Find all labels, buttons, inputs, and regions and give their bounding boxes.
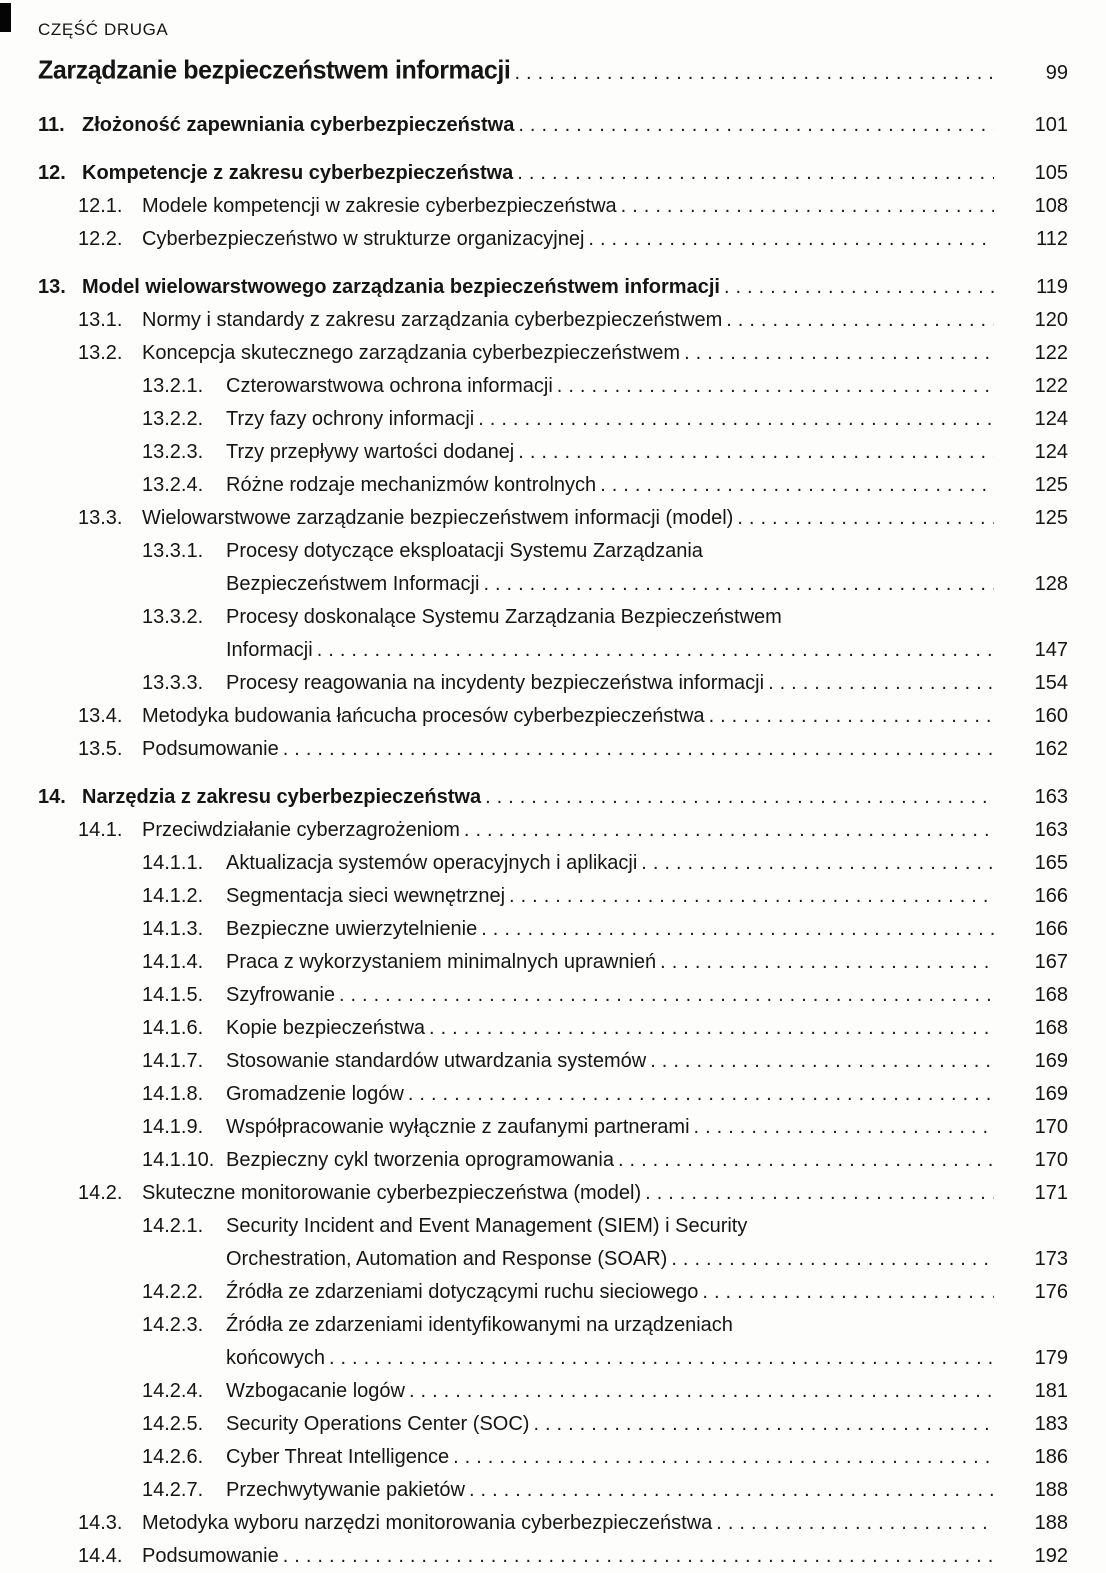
entry-page-number: 170 [1034, 1116, 1068, 1138]
entry-title: Cyber Threat Intelligence [226, 1446, 450, 1468]
toc-entry-line [142, 1309, 1068, 1342]
entry-page-number: 124 [1034, 408, 1068, 430]
toc-entry [38, 1078, 1068, 1111]
toc-entry-line [78, 733, 1068, 766]
entry-page-number: 154 [1034, 672, 1068, 694]
toc-entry-line [142, 1012, 1068, 1045]
dot-leader [317, 634, 994, 667]
dot-leader [724, 271, 994, 304]
entry-number: 12.1. [78, 195, 123, 217]
entry-title: Przeciwdziałanie cyberzagrożeniom [142, 819, 460, 841]
toc-entry [38, 469, 1068, 502]
entry-page-number: 105 [1034, 162, 1068, 184]
toc-entry-line [78, 1177, 1068, 1210]
toc-entry [38, 1144, 1068, 1177]
dot-leader [429, 1012, 994, 1045]
part-page-number: 99 [1045, 62, 1068, 84]
entry-page-number: 188 [1034, 1479, 1068, 1501]
entry-page-number: 125 [1034, 507, 1068, 529]
dot-leader [684, 337, 994, 370]
toc-entry [38, 1507, 1068, 1540]
toc-entry-line [78, 1507, 1068, 1540]
entry-number: 14.2.6. [142, 1446, 204, 1468]
part-title-row [38, 50, 1068, 94]
entry-page-number: 170 [1034, 1149, 1068, 1171]
entry-title: Procesy doskonalące Systemu Zarządzania Bezpieczeństwem [226, 606, 782, 628]
entry-title: Security Incident and Event Management (SIEM) i Security [226, 1215, 748, 1237]
entry-title: Trzy fazy ochrony informacji [226, 408, 475, 430]
entry-number: 13.1. [78, 309, 123, 331]
toc-entry-line [142, 1375, 1068, 1408]
entry-title: Modele kompetencji w zakresie cyberbezpieczeństwa [142, 195, 617, 217]
entry-number: 14.1.1. [142, 852, 204, 874]
entry-page-number: 188 [1034, 1512, 1068, 1534]
entry-title: Kompetencje z zakresu cyberbezpieczeństwa [82, 162, 514, 184]
toc-entry [38, 913, 1068, 946]
entry-page-number: 166 [1034, 918, 1068, 940]
entry-number: 14.1.6. [142, 1017, 204, 1039]
toc-entry [38, 1210, 1068, 1276]
entry-number: 13.2.3. [142, 441, 204, 463]
entry-page-number: 162 [1034, 738, 1068, 760]
entry-title: Metodyka wyboru narzędzi monitorowania cyberbezpieczeństwa [142, 1512, 713, 1534]
entry-title: Procesy dotyczące eksploatacji Systemu Zarządzania [226, 540, 703, 562]
entry-number: 14.1.8. [142, 1083, 204, 1105]
dot-leader [671, 1243, 994, 1276]
toc-entry-line [142, 667, 1068, 700]
entry-number: 14.4. [78, 1545, 123, 1567]
entry-number: 14. [38, 786, 66, 808]
dot-leader [518, 436, 994, 469]
dot-leader [339, 979, 994, 1012]
entry-number: 13.3. [78, 507, 123, 529]
entry-page-number: 176 [1034, 1281, 1068, 1303]
entry-title: Wzbogacanie logów [226, 1380, 405, 1402]
entry-title: Cyberbezpieczeństwo w strukturze organizacyjnej [142, 228, 585, 250]
entry-number: 14.1.5. [142, 984, 204, 1006]
entry-page-number: 122 [1034, 342, 1068, 364]
dot-leader [694, 1111, 994, 1144]
dot-leader [329, 1342, 994, 1375]
toc-entry [38, 190, 1068, 223]
dot-leader [702, 1276, 994, 1309]
entry-page-number: 181 [1034, 1380, 1068, 1402]
toc-entry-line [38, 271, 1068, 304]
entry-number: 14.2.7. [142, 1479, 204, 1501]
entry-title: Źródła ze zdarzeniami dotyczącymi ruchu sieciowego [226, 1281, 699, 1303]
entry-number: 12. [38, 162, 66, 184]
entry-page-number: 119 [1036, 276, 1068, 298]
entry-number: 13.2.1. [142, 375, 204, 397]
toc-entry-line [142, 1111, 1068, 1144]
dot-leader [650, 1045, 994, 1078]
dot-leader [737, 502, 994, 535]
toc-entry [38, 601, 1068, 667]
dot-leader [283, 733, 994, 766]
entry-title: Segmentacja sieci wewnętrznej [226, 885, 506, 907]
entry-number: 14.2. [78, 1182, 123, 1204]
toc-entry-line [142, 1210, 1068, 1243]
entry-number: 14.1.9. [142, 1116, 204, 1138]
entry-page-number: 173 [1034, 1248, 1068, 1270]
entry-number: 13.4. [78, 705, 123, 727]
entry-title: Wielowarstwowe zarządzanie bezpieczeństwem informacji (model) [142, 507, 734, 529]
dot-leader [618, 1144, 994, 1177]
dot-leader [641, 847, 994, 880]
dot-leader [478, 403, 994, 436]
entry-number: 13. [38, 276, 66, 298]
toc-entry [38, 109, 1068, 142]
entry-title: Złożoność zapewniania cyberbezpieczeństwa [82, 114, 515, 136]
dot-leader [485, 781, 994, 814]
dot-leader [464, 814, 994, 847]
toc-entry [38, 847, 1068, 880]
dot-leader [453, 1441, 994, 1474]
toc-entry [38, 502, 1068, 535]
dot-leader [557, 370, 994, 403]
entry-page-number: 112 [1036, 228, 1068, 250]
part-label: CZĘŚĆ DRUGA [38, 20, 169, 39]
entry-title: Stosowanie standardów utwardzania systemów [226, 1050, 647, 1072]
dot-leader [726, 304, 994, 337]
toc-entry-line [142, 1276, 1068, 1309]
entry-page-number: 166 [1034, 885, 1068, 907]
toc-entry-line [142, 436, 1068, 469]
entry-page-number: 120 [1034, 309, 1068, 331]
entry-number: 14.1.7. [142, 1050, 204, 1072]
scan-artifact [0, 3, 11, 32]
entry-number: 14.1.4. [142, 951, 204, 973]
toc-entry [38, 946, 1068, 979]
toc-entry [38, 1408, 1068, 1441]
entry-title: Bezpieczne uwierzytelnienie [226, 918, 478, 940]
toc-entry [38, 157, 1068, 190]
entry-number: 14.3. [78, 1512, 123, 1534]
dot-leader [588, 223, 994, 256]
entry-page-number: 171 [1034, 1182, 1068, 1204]
dot-leader [509, 880, 994, 913]
toc-entry-line [142, 403, 1068, 436]
toc-entry [38, 1177, 1068, 1210]
toc-entry [38, 880, 1068, 913]
entry-title: Normy i standardy z zakresu zarządzania cyberbezpieczeństwem [142, 309, 723, 331]
part-title: Zarządzanie bezpieczeństwem informacji [38, 55, 511, 85]
dot-leader [645, 1177, 994, 1210]
entry-title: Przechwytywanie pakietów [226, 1479, 465, 1501]
toc-entry-line [142, 913, 1068, 946]
entry-page-number: 168 [1034, 984, 1068, 1006]
toc-entry [38, 781, 1068, 814]
entry-title: Praca z wykorzystaniem minimalnych uprawnień [226, 951, 657, 973]
dot-leader [481, 913, 994, 946]
entry-number: 13.2. [78, 342, 123, 364]
entry-title: Czterowarstwowa ochrona informacji [226, 375, 553, 397]
entry-title: Kopie bezpieczeństwa [226, 1017, 426, 1039]
dot-leader [483, 568, 994, 601]
dot-leader [533, 1408, 994, 1441]
dot-leader [409, 1375, 994, 1408]
entry-title: Bezpieczeństwem Informacji [226, 573, 480, 595]
dot-leader [408, 1078, 994, 1111]
toc-entry-line [142, 979, 1068, 1012]
toc-entry-line [142, 1045, 1068, 1078]
toc-entry-line [142, 1441, 1068, 1474]
entry-title: Szyfrowanie [226, 984, 335, 1006]
entry-title: Orchestration, Automation and Response (SOAR) [226, 1248, 668, 1270]
dot-leader [768, 667, 994, 700]
toc-entry-line [142, 880, 1068, 913]
toc-entry-line [38, 109, 1068, 142]
dot-leader [716, 1507, 994, 1540]
toc-list [38, 109, 1068, 1573]
dot-leader [660, 946, 994, 979]
toc-entry [38, 1012, 1068, 1045]
entry-page-number: 124 [1034, 441, 1068, 463]
entry-page-number: 169 [1034, 1083, 1068, 1105]
toc-entry [38, 304, 1068, 337]
entry-number: 14.2.2. [142, 1281, 204, 1303]
dot-leader [514, 52, 994, 94]
toc-entry [38, 403, 1068, 436]
entry-page-number: 108 [1034, 195, 1068, 217]
dot-leader [709, 700, 994, 733]
toc-entry-line [78, 502, 1068, 535]
toc-entry-line [142, 1342, 1068, 1375]
entry-number: 14.2.4. [142, 1380, 204, 1402]
entry-title: Podsumowanie [142, 738, 279, 760]
toc-entry [38, 1276, 1068, 1309]
entry-title: Skuteczne monitorowanie cyberbezpieczeństwa (model) [142, 1182, 642, 1204]
entry-title: Informacji [226, 639, 313, 661]
entry-number: 13.2.2. [142, 408, 204, 430]
toc-entry [38, 979, 1068, 1012]
entry-title: Procesy reagowania na incydenty bezpieczeństwa informacji [226, 672, 765, 694]
toc-entry [38, 223, 1068, 256]
dot-leader [517, 157, 994, 190]
toc-entry [38, 271, 1068, 304]
toc-entry-line [142, 1408, 1068, 1441]
entry-page-number: 163 [1034, 819, 1068, 841]
toc-entry [38, 1441, 1068, 1474]
toc-entry-line [142, 1078, 1068, 1111]
toc-entry-line [142, 847, 1068, 880]
entry-title: Narzędzia z zakresu cyberbezpieczeństwa [82, 786, 482, 808]
toc-entry-line [142, 568, 1068, 601]
entry-page-number: 101 [1034, 114, 1068, 136]
dot-leader [600, 469, 994, 502]
toc-entry [38, 814, 1068, 847]
toc-entry-line [142, 634, 1068, 667]
entry-page-number: 186 [1034, 1446, 1068, 1468]
toc-entry [38, 733, 1068, 766]
entry-page-number: 183 [1034, 1413, 1068, 1435]
entry-title: Podsumowanie [142, 1545, 279, 1567]
dot-leader [469, 1474, 994, 1507]
toc-entry [38, 1309, 1068, 1375]
entry-title: Koncepcja skutecznego zarządzania cyberbezpieczeństwem [142, 342, 681, 364]
entry-title: Różne rodzaje mechanizmów kontrolnych [226, 474, 597, 496]
dot-leader [518, 109, 994, 142]
entry-title: Aktualizacja systemów operacyjnych i aplikacji [226, 852, 638, 874]
entry-title: Źródła ze zdarzeniami identyfikowanymi na urządzeniach [226, 1314, 733, 1336]
entry-page-number: 122 [1034, 375, 1068, 397]
entry-title: Security Operations Center (SOC) [226, 1413, 530, 1435]
toc-entry [38, 1540, 1068, 1573]
entry-page-number: 160 [1034, 705, 1068, 727]
entry-number: 14.2.5. [142, 1413, 204, 1435]
toc-entry-line [142, 370, 1068, 403]
toc-entry [38, 337, 1068, 370]
entry-number: 14.1. [78, 819, 123, 841]
dot-leader [621, 190, 994, 223]
toc-entry [38, 700, 1068, 733]
entry-page-number: 147 [1034, 639, 1068, 661]
entry-page-number: 169 [1034, 1050, 1068, 1072]
entry-title: Współpracowanie wyłącznie z zaufanymi partnerami [226, 1116, 690, 1138]
toc-entry-line [78, 337, 1068, 370]
toc-entry [38, 1111, 1068, 1144]
entry-page-number: 167 [1034, 951, 1068, 973]
entry-page-number: 163 [1034, 786, 1068, 808]
entry-number: 11. [38, 114, 65, 136]
entry-number: 13.5. [78, 738, 123, 760]
entry-number: 14.2.1. [142, 1215, 204, 1237]
entry-title: końcowych [226, 1347, 325, 1369]
entry-page-number: 125 [1034, 474, 1068, 496]
entry-title: Metodyka budowania łańcucha procesów cyberbezpieczeństwa [142, 705, 705, 727]
toc-entry [38, 1045, 1068, 1078]
toc-entry [38, 370, 1068, 403]
entry-title: Trzy przepływy wartości dodanej [226, 441, 515, 463]
entry-number: 14.1.3. [142, 918, 204, 940]
toc-entry-line [78, 814, 1068, 847]
entry-title: Bezpieczny cykl tworzenia oprogramowania [226, 1149, 614, 1171]
toc-entry-line [142, 946, 1068, 979]
toc-entry-line [38, 781, 1068, 814]
entry-page-number: 168 [1034, 1017, 1068, 1039]
toc-entry-line [78, 304, 1068, 337]
toc-entry [38, 667, 1068, 700]
toc-entry-line [78, 700, 1068, 733]
toc-entry-line [78, 223, 1068, 256]
entry-page-number: 192 [1034, 1545, 1068, 1567]
toc-entry-line [142, 1474, 1068, 1507]
toc-entry-line [142, 535, 1068, 568]
toc-entry-line [142, 601, 1068, 634]
entry-number: 13.2.4. [142, 474, 204, 496]
entry-number: 14.1.10. [142, 1149, 215, 1171]
toc-entry-line [142, 1144, 1068, 1177]
entry-number: 13.3.3. [142, 672, 204, 694]
toc-entry-line [78, 1540, 1068, 1573]
toc-entry-line [142, 1243, 1068, 1276]
entry-number: 14.2.3. [142, 1314, 204, 1336]
dot-leader [283, 1540, 994, 1573]
entry-title: Gromadzenie logów [226, 1083, 404, 1105]
entry-number: 13.3.2. [142, 606, 204, 628]
toc-entry-line [38, 157, 1068, 190]
entry-number: 13.3.1. [142, 540, 204, 562]
entry-number: 12.2. [78, 228, 123, 250]
toc-entry [38, 1375, 1068, 1408]
entry-page-number: 128 [1034, 573, 1068, 595]
entry-number: 14.1.2. [142, 885, 204, 907]
toc-entry [38, 1474, 1068, 1507]
entry-title: Model wielowarstwowego zarządzania bezpieczeństwem informacji [82, 276, 720, 298]
entry-page-number: 165 [1034, 852, 1068, 874]
entry-page-number: 179 [1034, 1347, 1068, 1369]
toc-entry [38, 535, 1068, 601]
toc-entry-line [142, 469, 1068, 502]
toc-entry-line [78, 190, 1068, 223]
toc-entry [38, 436, 1068, 469]
page-header [38, 20, 1068, 94]
